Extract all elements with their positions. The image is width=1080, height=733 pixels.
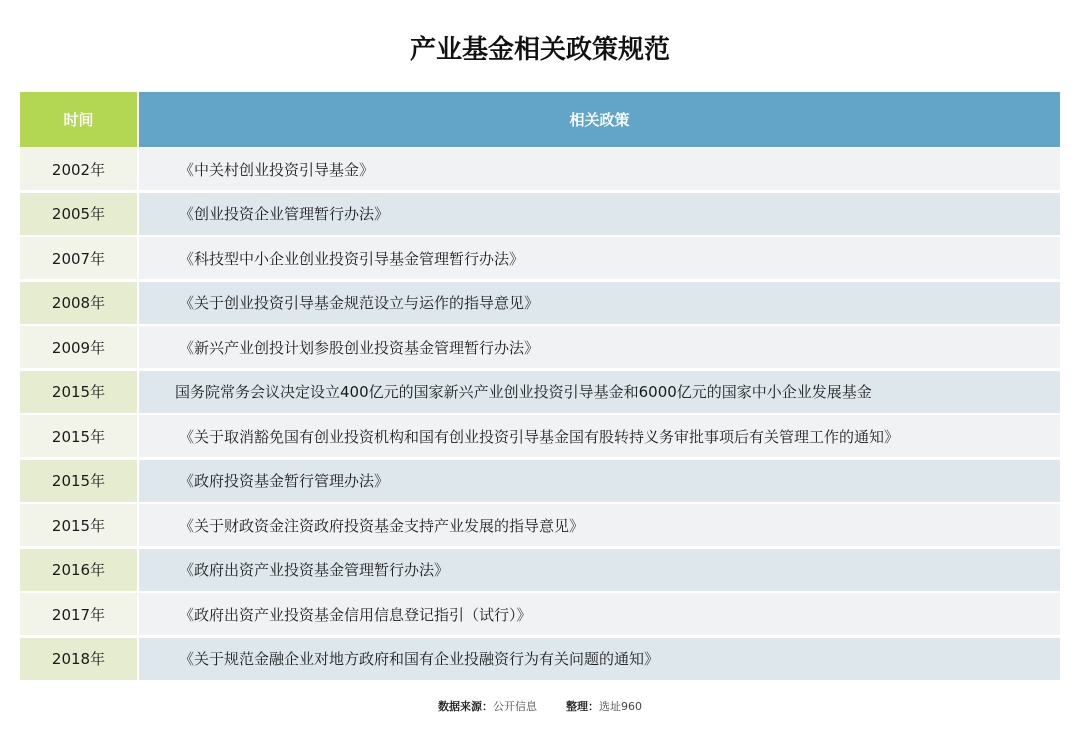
table-header-row bbox=[20, 92, 1060, 147]
row-policy: 《关于财政资金注资政府投资基金支持产业发展的指导意见》 bbox=[139, 504, 1060, 546]
editor-value: 选址960 bbox=[599, 700, 642, 713]
table-row bbox=[20, 460, 1060, 502]
row-year: 2005年 bbox=[20, 193, 137, 235]
row-policy: 《政府出资产业投资基金管理暂行办法》 bbox=[139, 549, 1060, 591]
row-policy: 《科技型中小企业创业投资引导基金管理暂行办法》 bbox=[139, 237, 1060, 279]
table-row bbox=[20, 282, 1060, 324]
table-row bbox=[20, 504, 1060, 546]
table-row bbox=[20, 148, 1060, 190]
row-year: 2015年 bbox=[20, 371, 137, 413]
source-value: 公开信息 bbox=[493, 700, 537, 713]
row-policy: 《关于规范金融企业对地方政府和国有企业投融资行为有关问题的通知》 bbox=[139, 638, 1060, 680]
header-time: 时间 bbox=[20, 92, 137, 147]
row-year: 2015年 bbox=[20, 415, 137, 457]
row-policy: 《中关村创业投资引导基金》 bbox=[139, 148, 1060, 190]
source-footer bbox=[0, 698, 1080, 714]
policy-table bbox=[20, 92, 1060, 682]
table-row bbox=[20, 193, 1060, 235]
row-year: 2007年 bbox=[20, 237, 137, 279]
row-year: 2015年 bbox=[20, 460, 137, 502]
editor-label: 整理： bbox=[566, 700, 599, 713]
table-row bbox=[20, 326, 1060, 368]
row-policy: 《政府投资基金暂行管理办法》 bbox=[139, 460, 1060, 502]
row-year: 2018年 bbox=[20, 638, 137, 680]
table-row bbox=[20, 638, 1060, 680]
row-year: 2002年 bbox=[20, 148, 137, 190]
row-year: 2009年 bbox=[20, 326, 137, 368]
row-year: 2017年 bbox=[20, 593, 137, 635]
table-row bbox=[20, 371, 1060, 413]
table-row bbox=[20, 237, 1060, 279]
table-row bbox=[20, 415, 1060, 457]
header-policy: 相关政策 bbox=[139, 92, 1060, 147]
row-policy: 《创业投资企业管理暂行办法》 bbox=[139, 193, 1060, 235]
row-policy: 国务院常务会议决定设立400亿元的国家新兴产业创业投资引导基金和6000亿元的国家中小企业发展基金 bbox=[139, 371, 1060, 413]
row-policy: 《关于取消豁免国有创业投资机构和国有创业投资引导基金国有股转持义务审批事项后有关管理工作的通知》 bbox=[139, 415, 1060, 457]
page-title: 产业基金相关政策规范 bbox=[409, 35, 670, 65]
row-policy: 《新兴产业创投计划参股创业投资基金管理暂行办法》 bbox=[139, 326, 1060, 368]
table-row bbox=[20, 549, 1060, 591]
source-label: 数据来源： bbox=[438, 700, 493, 713]
row-policy: 《关于创业投资引导基金规范设立与运作的指导意见》 bbox=[139, 282, 1060, 324]
row-year: 2015年 bbox=[20, 504, 137, 546]
row-year: 2008年 bbox=[20, 282, 137, 324]
row-policy: 《政府出资产业投资基金信用信息登记指引（试行）》 bbox=[139, 593, 1060, 635]
row-year: 2016年 bbox=[20, 549, 137, 591]
table-row bbox=[20, 593, 1060, 635]
